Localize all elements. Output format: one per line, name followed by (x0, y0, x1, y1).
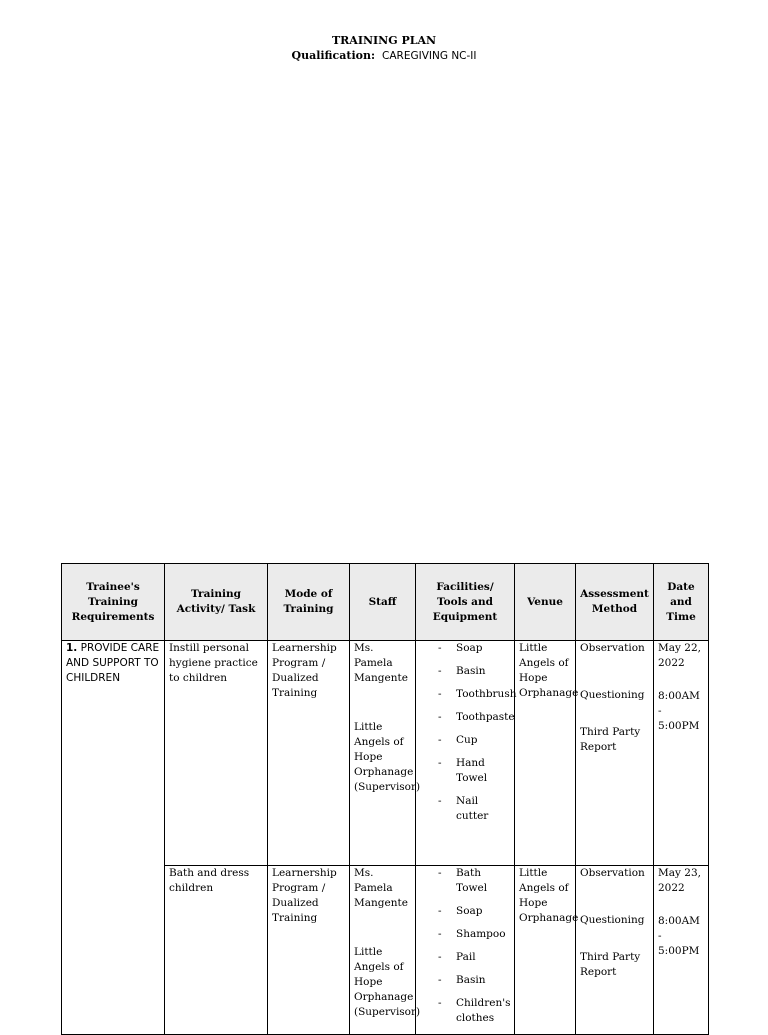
staff-name: Ms. Pamela Mangente (354, 642, 408, 684)
list-item: - Soap (420, 641, 510, 656)
requirement-cell (62, 641, 165, 1035)
tools-cell (416, 641, 515, 866)
qualification-value: CAREGIVING NC-II (382, 50, 477, 62)
assessment-method: Third Party Report (580, 951, 641, 978)
time-end: 5:00PM (658, 945, 700, 957)
assessment-cell (576, 866, 654, 1035)
tools-list (420, 641, 517, 824)
date-time-cell (654, 641, 709, 866)
tools-list (420, 866, 510, 1026)
staff-cell (350, 866, 421, 1035)
column-header: Mode of Training (268, 564, 350, 641)
training-plan-table (61, 563, 709, 1035)
staff-role: Little Angels of Hope Orphanage (Supervisor) (354, 721, 421, 793)
list-item: - Basin (420, 973, 510, 988)
column-header: Training Activity/ Task (165, 564, 268, 641)
column-header: Staff (350, 564, 416, 641)
qualification-label: Qualification: (291, 49, 376, 62)
column-header: Assessment Method (576, 564, 654, 641)
list-item: - Toothbrush (420, 687, 510, 702)
list-item: - Shampoo (420, 927, 510, 942)
assessment-method: Questioning (580, 689, 645, 701)
date-time-cell (654, 866, 709, 1035)
date-text: May 23, 2022 (658, 867, 701, 894)
column-header: Date and Time (654, 564, 709, 641)
column-header: Trainee's Training Requirements (62, 564, 165, 641)
list-item: - Nail cutter (420, 794, 510, 824)
time-separator: - (658, 705, 662, 717)
time-end: 5:00PM (658, 720, 700, 732)
assessment-cell (576, 641, 654, 866)
mode-cell: Learnership Program / Dualized Training (268, 641, 350, 866)
time-start: 8:00AM (658, 915, 700, 927)
staff-role: Little Angels of Hope Orphanage (Supervisor) (354, 946, 421, 1018)
assessment-method: Observation (580, 867, 645, 879)
list-item: - Cup (420, 733, 510, 748)
tools-cell (416, 866, 515, 1035)
qualification-line (0, 49, 768, 62)
assessment-method: Questioning (580, 914, 645, 926)
activity-cell: Instill personal hygiene practice to children (165, 641, 268, 866)
document-title: TRAINING PLAN (331, 34, 437, 47)
table-header-row (62, 564, 709, 641)
column-header: Facilities/ Tools and Equipment (416, 564, 515, 641)
list-item: - Basin (420, 664, 510, 679)
table-row (62, 641, 709, 866)
mode-cell: Learnership Program / Dualized Training (268, 866, 350, 1035)
staff-cell (350, 641, 421, 866)
list-item: - Bath Towel (420, 866, 510, 896)
assessment-method: Observation (580, 642, 645, 654)
requirement-number: 1. (66, 642, 78, 654)
activity-cell: Bath and dress children (165, 866, 268, 1035)
venue-cell: Little Angels of Hope Orphanage (515, 866, 576, 1035)
requirement-text: PROVIDE CARE AND SUPPORT TO CHILDREN (66, 642, 160, 684)
column-header: Venue (515, 564, 576, 641)
venue-cell: Little Angels of Hope Orphanage (515, 641, 576, 866)
list-item: - Pail (420, 950, 510, 965)
assessment-method: Third Party Report (580, 726, 641, 753)
list-item: - Soap (420, 904, 510, 919)
staff-name: Ms. Pamela Mangente (354, 867, 408, 909)
time-separator: - (658, 930, 662, 942)
time-start: 8:00AM (658, 690, 700, 702)
list-item: - Toothpaste (420, 710, 510, 725)
list-item: - Children's clothes (420, 996, 510, 1026)
date-text: May 22, 2022 (658, 642, 701, 669)
list-item: - Hand Towel (420, 756, 510, 786)
